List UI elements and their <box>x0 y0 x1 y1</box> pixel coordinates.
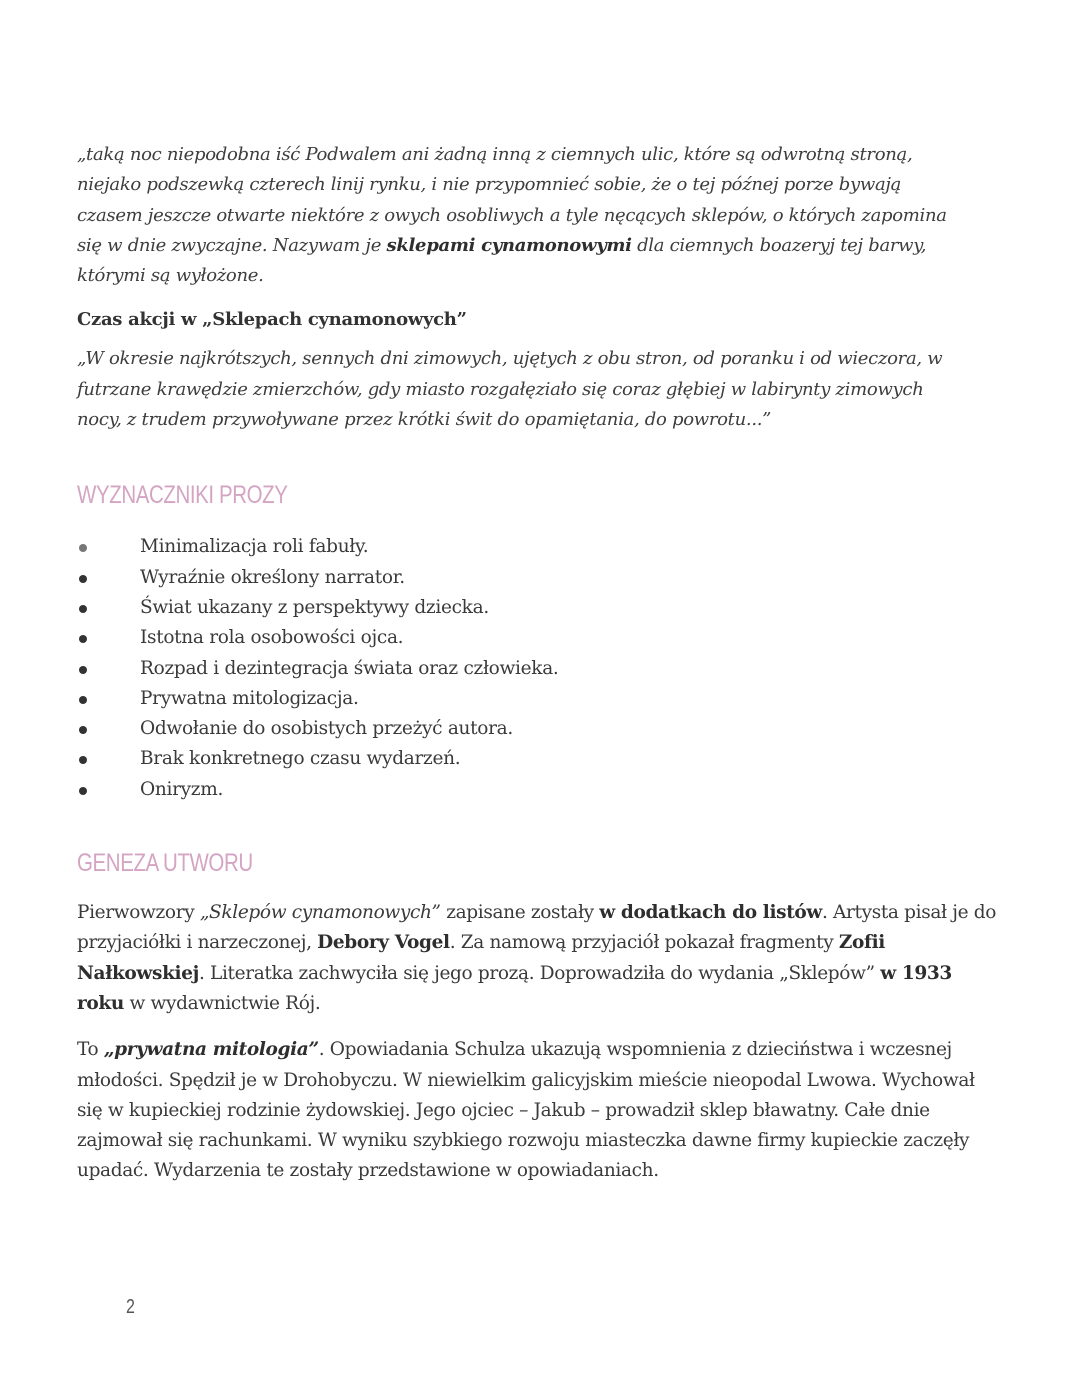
quote-line: czasem jeszcze otwarte niektóre z owych osobliwych a tyle nęcących sklepów, o których zapomina <box>77 204 947 226</box>
genesis-paragraph-1 <box>77 898 997 1019</box>
quote-text: dla ciemnych boazeryj tej barwy, <box>631 234 927 256</box>
bullet-icon <box>79 756 87 764</box>
bullet-icon <box>79 666 87 674</box>
prose-features-list <box>77 532 997 805</box>
section-title-genesis: GENEZA UTWORU <box>77 849 253 878</box>
list-item <box>77 744 997 774</box>
genesis-paragraph-2 <box>77 1035 997 1186</box>
list-item <box>77 623 997 653</box>
quote-line: nocy, z trudem przywoływane przez krótki świt do opamiętania, do powrotu...” <box>77 409 772 431</box>
list-item <box>77 775 997 805</box>
bold-emphasis: w 1933 roku <box>77 962 952 1014</box>
section-title-prose-features: WYZNACZNIKI PROZY <box>77 481 288 510</box>
text: . Za namową przyjaciół pokazał fragmenty <box>449 932 839 954</box>
list-item-text: Świat ukazany z perspektywy dziecka. <box>140 596 489 618</box>
quote-line: futrzane krawędzie zmierzchów, gdy miasto rozgałęziało się coraz głębiej w labirynty zimowych <box>77 378 924 400</box>
list-item-text: Minimalizacja roli fabuły. <box>140 536 369 558</box>
list-item <box>77 714 997 744</box>
bold-emphasis: Debory Vogel <box>317 932 450 954</box>
bullet-icon <box>79 696 87 704</box>
list-item-text: Istotna rola osobowości ojca. <box>140 627 404 649</box>
quote-line <box>77 231 997 261</box>
text: zapisane zostały <box>440 902 600 924</box>
quote-line: „taką noc niepodobna iść Podwalem ani żadną inną z ciemnych ulic, które są odwrotną stroną, <box>77 144 913 165</box>
text: . Artysta pisał je do przyjaciółki i narzeczonej, <box>77 902 996 954</box>
bold-emphasis: w dodatkach do listów <box>599 902 822 924</box>
text: . Opowiadania Schulza ukazują wspomnienia z dzieciństwa i wczesnej młodości. Spędził je w Drohobyczu. W niewielkim galicyjskim mieście nieopodal Lwowa. Wychował się w kupieckiej rodzinie żydowskiej. Jego ojciec – Jakub – prowadził sklep bławatny. Całe dnie zajmował się rachunkami. W wyniku szybkiego rozwoju miasteczka dawne firmy kupieckie zaczęły upadać. Wydarzenia te zostały przedstawione w opowiadaniach. <box>77 1039 975 1182</box>
quote-line: niejako podszewką czterech linij rynku, i nie przypomnieć sobie, że o tej późnej porze bywają <box>77 174 902 196</box>
bullet-icon <box>79 575 87 583</box>
quote-emphasis: sklepami cynamonowymi <box>386 234 632 256</box>
list-item-text: Brak konkretnego czasu wydarzeń. <box>140 748 461 770</box>
subheading-time-of-action: Czas akcji w „Sklepach cynamonowych” <box>77 309 467 331</box>
list-item-text: Oniryzm. <box>140 778 224 800</box>
italic-title: „Sklepów cynamonowych” <box>199 902 441 924</box>
quote-text: się w dnie zwyczajne. Nazywam je <box>77 234 387 256</box>
list-item-text: Prywatna mitologizacja. <box>140 687 359 709</box>
bullet-icon <box>79 544 87 552</box>
list-item <box>77 593 997 623</box>
list-item <box>77 684 997 714</box>
bullet-icon <box>79 635 87 643</box>
list-item-text: Wyraźnie określony narrator. <box>140 566 405 588</box>
list-item <box>77 654 997 684</box>
text: To <box>77 1039 104 1061</box>
text: . Literatka zachwyciła się jego prozą. Doprowadziła do wydania „Sklepów” <box>198 962 881 984</box>
bullet-icon <box>79 605 87 613</box>
text: Pierwowzory <box>77 902 200 924</box>
bold-italic-emphasis: „prywatna mitologia” <box>103 1039 319 1061</box>
quote-line: „W okresie najkrótszych, sennych dni zimowych, ujętych z obu stron, od poranku i od wieczora, w <box>77 348 943 370</box>
list-item-text: Odwołanie do osobistych przeżyć autora. <box>140 718 513 740</box>
page-number: 2 <box>126 1296 135 1318</box>
text: w wydawnictwie Rój. <box>123 992 321 1014</box>
quote-cinnamon-shops <box>77 140 997 291</box>
quote-winter-days <box>77 344 997 435</box>
list-item <box>77 563 997 593</box>
bold-emphasis: Zofii Nałkowskiej <box>77 932 885 984</box>
bullet-icon <box>79 726 87 734</box>
document-page <box>77 140 997 1187</box>
list-item <box>77 532 997 562</box>
quote-line: którymi są wyłożone. <box>77 265 264 287</box>
bullet-icon <box>79 787 87 795</box>
list-item-text: Rozpad i dezintegracja świata oraz człowieka. <box>140 657 559 679</box>
